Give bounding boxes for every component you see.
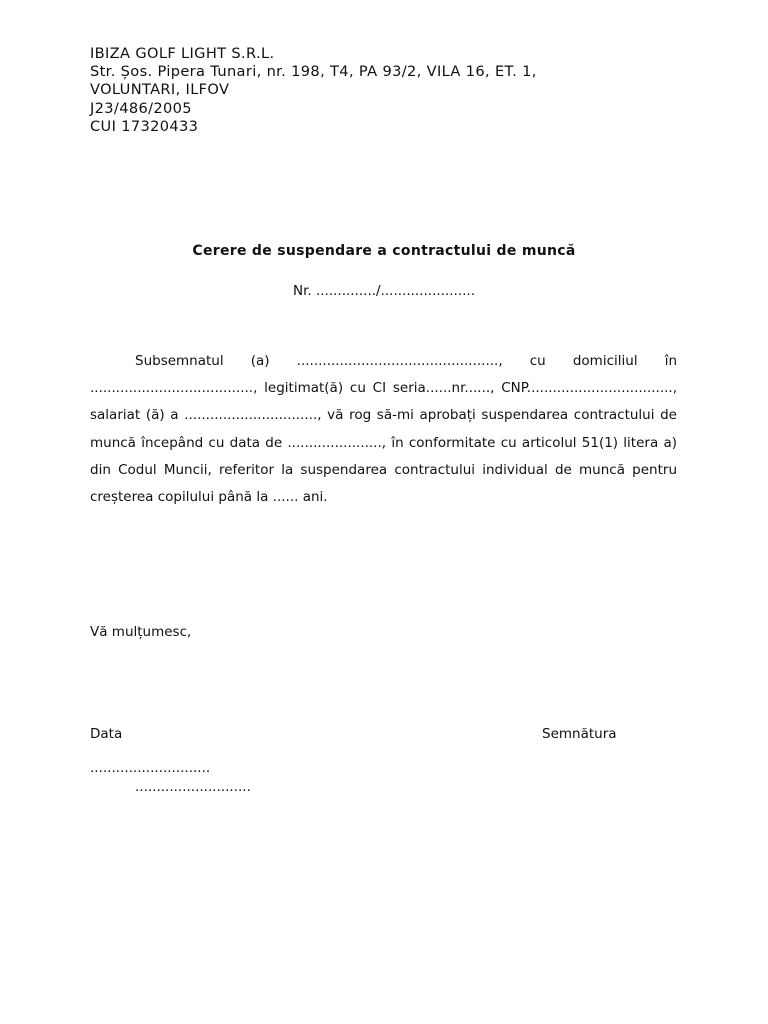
signature-placeholder: ...........................	[135, 779, 251, 795]
company-cui: CUI 17320433	[90, 117, 199, 135]
date-placeholder: ............................	[90, 760, 211, 776]
request-body	[90, 348, 677, 511]
company-header	[90, 45, 710, 136]
request-paragraph: Subsemnatul (a) ..............................................., cu domiciliul în ......................................, legitimat(ă) cu CI seria......nr......, CNP.................................., salariat (ă) a ..............................., vă rog să-mi aprobați suspendarea contractului de muncă începând cu data de ......................, în conformitate cu articolul 51(1) litera a) din Codul Muncii, referitor la suspendarea contractului individual de muncă pentru creșterea copilului până la ...... ani.	[90, 353, 677, 506]
date-label: Data	[90, 726, 123, 742]
closing-text: Vă mulțumesc,	[90, 624, 192, 640]
company-name: IBIZA GOLF LIGHT S.R.L.	[90, 45, 275, 62]
company-registration: J23/486/2005	[90, 99, 192, 117]
signature-label: Semnătura	[542, 726, 617, 742]
document-number: Nr. ............../......................	[292, 283, 476, 299]
company-address-line1: Str. Șos. Pipera Tunari, nr. 198, T4, PA 93/2, VILA 16, ET. 1,	[90, 63, 537, 81]
document-title: Cerere de suspendare a contractului de muncă	[192, 243, 576, 259]
company-address-line2: VOLUNTARI, ILFOV	[90, 81, 230, 99]
